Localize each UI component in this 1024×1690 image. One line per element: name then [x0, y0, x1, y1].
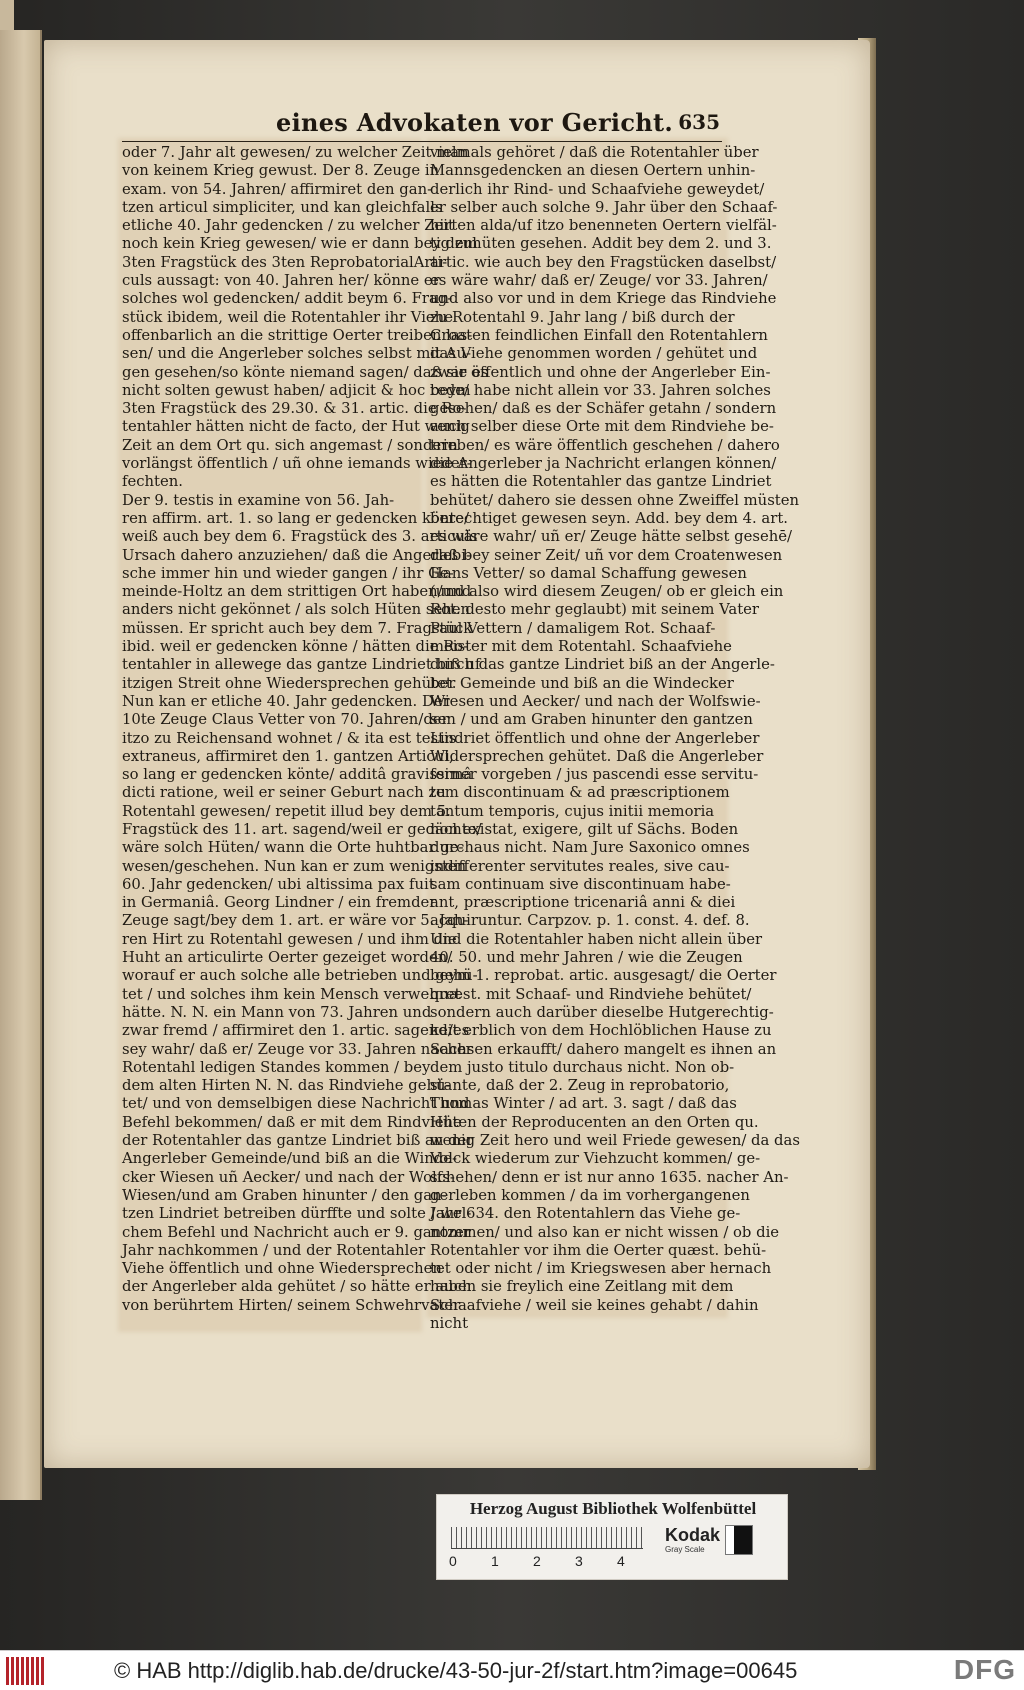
text-line: es wäre wahr/ daß er/ Zeuge/ vor 33. Jahren/: [430, 272, 768, 290]
text-line: solches wol gedencken/ addit beym 6. Frag-: [122, 290, 453, 308]
text-line: dicti ratione, weil er seiner Geburt nach zu: [122, 784, 446, 802]
text-line: müssen. Er spricht auch bey dem 7. Fragstück: [122, 619, 473, 637]
text-line: Rotentahl gewesen/ repetit illud bey dem 5.: [122, 802, 451, 820]
text-line: weiß auch bey dem 6. Fragstück des 3. articuls: [122, 528, 478, 546]
text-line: Jahr nachkommen / und der Rotentahler: [122, 1241, 426, 1259]
text-line: nicht solten gewust haben/ adjicit & hoc beym: [122, 381, 471, 399]
text-line: Rotentahl ledigen Standes kommen / bey: [122, 1058, 431, 1076]
text-line: Wiesen und Aecker/ und nach der Wolfswie-: [430, 692, 761, 710]
text-line: ren Hirt zu Rotentahl gewesen / und ihm die: [122, 930, 457, 948]
text-line: haben sie freylich eine Zeitlang mit dem: [430, 1278, 734, 1296]
text-line: stück ibidem, weil die Rotentahler ihr Viehe: [122, 308, 453, 326]
text-line: Hüten der Reproducenten an den Orten qu.: [430, 1113, 759, 1131]
scale-number: 3: [575, 1553, 583, 1569]
text-line: keit erblich von dem Hochlöblichen Hause zu: [430, 1022, 772, 1040]
text-line: gesehen/ daß es der Schäfer getahn / sondern: [430, 400, 777, 418]
text-line: Volck wiederum zur Viehzucht kommen/ ge-: [430, 1150, 761, 1168]
text-line: tet/ und von demselbigen diese Nachricht und: [122, 1095, 470, 1113]
text-line: ren affirm. art. 1. so lang er gedencken könte/: [122, 509, 470, 527]
text-line: Huht an articulirte Oerter gezeiget worden/: [122, 949, 453, 967]
text-line: tentahler hätten nicht de facto, der Hut wenig: [122, 418, 470, 436]
running-header: [122, 108, 722, 142]
text-line: 3ten Fragstück des 3ten ReprobatorialArti-: [122, 253, 448, 271]
text-line: Croaten feindlichen Einfall den Rotentahlern: [430, 326, 768, 344]
text-line: vielmals gehöret / daß die Rotentahler über: [430, 144, 759, 161]
text-line: dem alten Hirten N. N. das Rindviehe gehü-: [122, 1077, 451, 1095]
text-line: ibid. weil er gedencken könne / hätten die Ro-: [122, 638, 469, 656]
text-line: Schaafviehe / weil sie keines gehabt / dahin: [430, 1296, 759, 1314]
text-line: meinde-Holtz an dem strittigen Ort haben/und: [122, 583, 472, 601]
text-line: ber Gemeinde und biß an die Windecker: [430, 674, 734, 692]
library-name: Herzog August Bibliothek Wolfenbüttel: [469, 1499, 757, 1518]
gray-swatch: [725, 1525, 753, 1555]
text-line: zwar fremd / affirmiret den 1. artic. sagend/es: [122, 1022, 470, 1040]
text-line: gen gesehen/so könte niemand sagen/ daß sie es: [122, 363, 489, 381]
text-line: Befehl bekommen/ daß er mit dem Rindviehe: [122, 1113, 462, 1131]
text-line: Jahr 634. den Rotentahlern das Viehe ge-: [430, 1205, 741, 1223]
text-line: er selber auch solche 9. Jahr über den Schaaf-: [430, 198, 778, 216]
text-line: schehen/ denn er ist nur anno 1635. nacher An-: [430, 1168, 789, 1186]
text-line: berechtiget gewesen seyn. Add. bey dem 4. art.: [430, 509, 788, 527]
text-line: wesen/geschehen. Nun kan er zum wenigsten: [122, 857, 467, 875]
text-line: auch selber diese Orte mit dem Rindviehe be-: [430, 418, 774, 436]
text-line: tzen Lindriet betreiben dürffte und solte / wel-: [122, 1205, 472, 1223]
scale-number: 4: [617, 1553, 625, 1569]
text-line: ant, præscriptione tricenariâ anni & diei: [430, 894, 736, 912]
text-line: beym 1. reprobat. artic. ausgesagt/ die Oerter: [430, 967, 777, 985]
text-line: behütet/ dahero sie dessen ohne Zweiffel müsten: [430, 491, 800, 509]
footer-copyright-link[interactable]: © HAB http://diglib.hab.de/drucke/43-50-jur-2f/start.htm?image=00645: [114, 1658, 798, 1683]
gray-scale-label: Gray Scale: [665, 1545, 705, 1554]
page-number: 635: [678, 110, 720, 134]
text-line: tet oder nicht / im Kriegswesen aber hernach: [430, 1260, 772, 1278]
text-line: der Angerleber alda gehütet / so hätte er auch: [122, 1278, 472, 1296]
text-line: wenig Zeit hero und weil Friede gewesen/ da das: [430, 1132, 800, 1150]
text-line: hätte. N. N. ein Mann von 73. Jahren und: [122, 1003, 432, 1021]
text-line: Angerleber Gemeinde/und biß an die Winde-: [122, 1150, 458, 1168]
text-line: Fragstück des 11. art. sagend/weil er gedächte/: [122, 820, 482, 838]
text-line: sen/ und die Angerleber solches selbst mit Au-: [122, 345, 472, 363]
dfg-logo: DFG: [953, 1654, 1016, 1685]
kodak-logo: Kodak: [665, 1525, 721, 1545]
text-line: exam. von 54. Jahren/ affirmiret den gan-: [122, 180, 433, 198]
text-line: rede/ habe nicht allein vor 33. Jahren solches: [430, 381, 771, 399]
text-line: 40. 50. und mehr Jahren / wie die Zeugen: [430, 949, 743, 967]
text-line: tzen articul simpliciter, und kan gleichfalls: [122, 198, 443, 216]
running-title: eines Advokaten vor Gericht.: [276, 108, 674, 137]
text-line: fechten.: [122, 473, 183, 491]
text-line: sey wahr/ daß er/ Zeuge vor 33. Jahren nacher: [122, 1040, 473, 1058]
text-line: tig zuhüten gesehen. Addit bey dem 2. und 3.: [430, 235, 772, 253]
text-line: cker Wiesen uñ Aecker/ und nach der Wolfs-: [122, 1168, 455, 1186]
text-line: vorlängst öffentlich / uñ ohne iemands wieder-: [122, 455, 472, 473]
text-line: Lindriet öffentlich und ohne der Angerleber: [430, 729, 760, 747]
text-line: Nun kan er etliche 40. Jahr gedencken. Der: [122, 692, 450, 710]
text-line: culs aussagt: von 40. Jahren her/ könne er: [122, 272, 440, 290]
scale-number: 1: [491, 1553, 499, 1569]
text-line: 10te Zeuge Claus Vetter von 70. Jahren/der: [122, 711, 449, 729]
text-line: Mannsgedencken an diesen Oertern unhin-: [430, 162, 756, 180]
text-line: hirten alda/uf itzo benenneten Oertern vielfäl-: [430, 217, 777, 235]
text-line: derlich ihr Rind- und Schaafviehe geweydet/: [430, 180, 765, 198]
text-line: durch das gantze Lindriet biß an der Angerle-: [430, 656, 775, 674]
text-line: Hans Vetter/ so damal Schaffung gewesen: [430, 564, 747, 582]
text-line: zwar öffentlich und ohne der Angerleber Ein-: [430, 363, 771, 381]
text-line: wäre solch Hüten/ wann die Orte huhtbar ge-: [122, 839, 464, 857]
text-line: Thomas Winter / ad art. 3. sagt / daß das: [430, 1095, 737, 1113]
text-line: noch kein Krieg gewesen/ wie er dann bey dem: [122, 235, 478, 253]
text-line: es hätten die Rotentahler das gantze Lindriet: [430, 473, 772, 491]
text-line: es wäre wahr/ uñ er/ Zeuge hätte selbst gesehē/: [430, 528, 792, 546]
text-line: tem discontinuam & ad præscriptionem: [430, 784, 730, 802]
text-line: quæst. mit Schaaf- und Rindviehe behütet/: [430, 985, 752, 1003]
text-line: von berührtem Hirten/ seinem Schwehrvater: [122, 1296, 461, 1314]
text-line: non existat, exigere, gilt uf Sächs. Boden: [430, 820, 739, 838]
text-line: gerleben kommen / da im vorhergangenen: [430, 1186, 750, 1204]
text-line: Rotentahler vor ihm die Oerter quæst. behü-: [430, 1241, 767, 1259]
scale-number: 2: [533, 1553, 541, 1569]
right-text-column: [430, 144, 800, 1333]
text-line: Zeit an dem Ort qu. sich angemast / sondern: [122, 436, 458, 454]
text-line: Ursach dahero anzuziehen/ daß die Angerlebi-: [122, 546, 471, 564]
hab-logo-icon: [6, 1657, 44, 1685]
text-line: oder 7. Jahr alt gewesen/ zu welcher Zeit man: [122, 144, 469, 161]
text-line: etliche 40. Jahr gedencken / zu welcher Zeit: [122, 217, 454, 235]
color-scale-card: [436, 1494, 788, 1580]
text-line: Der 9. testis in examine von 56. Jah-: [122, 491, 395, 509]
text-line: Sachsen erkaufft/ dahero mangelt es ihnen an: [430, 1040, 777, 1058]
text-line: Paul Vettern / damaligem Rot. Schaaf-: [430, 619, 716, 637]
text-line: Und die Rotentahler haben nicht allein über: [430, 930, 763, 948]
text-line: nommen/ und also kan er nicht wissen / ob die: [430, 1223, 780, 1241]
text-line: in Germaniâ. Georg Lindner / ein fremder: [122, 894, 437, 912]
text-line: sche immer hin und wieder gangen / ihr Ge-: [122, 564, 454, 582]
text-line: das Viehe genommen worden / gehütet und: [430, 345, 758, 363]
text-line: (und also wird diesem Zeugen/ ob er gleich ein: [430, 583, 784, 601]
text-line: chem Befehl und Nachricht auch er 9. gantzer: [122, 1223, 471, 1241]
text-line: ferner vorgeben / jus pascendi esse servitu-: [430, 766, 759, 784]
text-line: der Rotentahler das gantze Lindriet biß an der: [122, 1132, 474, 1150]
text-line: 60. Jahr gedencken/ ubi altissima pax fuit: [122, 875, 435, 893]
text-line: tet / und solches ihm kein Mensch verwehret: [122, 985, 461, 1003]
text-line: so lang er gedencken könte/ additâ gravissimâ: [122, 766, 473, 784]
facing-page-strip: [0, 30, 42, 1500]
text-line: Rot. desto mehr geglaubt) mit seinem Vater: [430, 601, 759, 619]
text-line: Widersprechen gehütet. Daß die Angerleber: [430, 747, 764, 765]
text-line: tantum temporis, cujus initii memoria: [430, 802, 715, 820]
text-line: artic. wie auch bey den Fragstücken daselbst/: [430, 253, 777, 271]
footer-bar: [0, 1650, 1024, 1690]
text-line: sam continuam sive discontinuam habe-: [430, 875, 731, 893]
text-line: meister mit dem Rotentahl. Schaafviehe: [430, 638, 732, 656]
text-line: die Angerleber ja Nachricht erlangen können/: [430, 455, 777, 473]
text-line: tentahler in allewege das gantze Lindriet biß uf: [122, 656, 481, 674]
text-line: sen / und am Graben hinunter den gantzen: [430, 711, 753, 729]
text-line: Viehe öffentlich und ohne Wiedersprechen: [122, 1260, 442, 1278]
text-line: 3ten Fragstück des 29.30. & 31. artic. die Ro-: [122, 400, 467, 418]
text-line: sondern auch darüber dieselbe Hutgerechtig-: [430, 1003, 774, 1021]
text-line: durchaus nicht. Nam Jure Saxonico omnes: [430, 839, 750, 857]
text-line: von keinem Krieg gewust. Der 8. Zeuge in: [122, 162, 440, 180]
text-line: Zeuge sagt/bey dem 1. art. er wäre vor 5. Jah-: [122, 912, 469, 930]
text-line: daß bey seiner Zeit/ uñ vor dem Croatenwesen: [430, 546, 783, 564]
text-line: itzigen Streit ohne Wiedersprechen gehütet.: [122, 674, 457, 692]
text-line: zu Rotentahl 9. Jahr lang / biß durch der: [430, 308, 735, 326]
text-line: dem justo titulo durchaus nicht. Non ob-: [430, 1058, 735, 1076]
scale-number: 0: [449, 1553, 457, 1569]
text-line: und also vor und in dem Kriege das Rindviehe: [430, 290, 777, 308]
left-text-column: [122, 144, 489, 1315]
scale-ruler: [451, 1527, 643, 1549]
text-line: anders nicht gekönnet / als solch Hüten sehen: [122, 601, 471, 619]
text-line: stante, daß der 2. Zeug in reprobatorio,: [430, 1077, 730, 1095]
text-line: acquiruntur. Carpzov. p. 1. const. 4. def. 8.: [430, 912, 750, 930]
text-line: indifferenter servitutes reales, sive cau-: [430, 857, 730, 875]
text-line: extraneus, affirmiret den 1. gantzen Articul,: [122, 747, 454, 765]
text-line: Wiesen/und am Graben hinunter / den gan-: [122, 1186, 447, 1204]
text-line: trieben/ es wäre öffentlich geschehen / dahero: [430, 436, 780, 454]
text-line: offenbarlich an die strittige Oerter treiben las-: [122, 326, 473, 344]
text-line: worauf er auch solche alle betrieben und gehü-: [122, 967, 478, 985]
text-line: nicht: [430, 1315, 469, 1332]
text-line: itzo zu Reichensand wohnet / & ita est testis: [122, 729, 457, 747]
